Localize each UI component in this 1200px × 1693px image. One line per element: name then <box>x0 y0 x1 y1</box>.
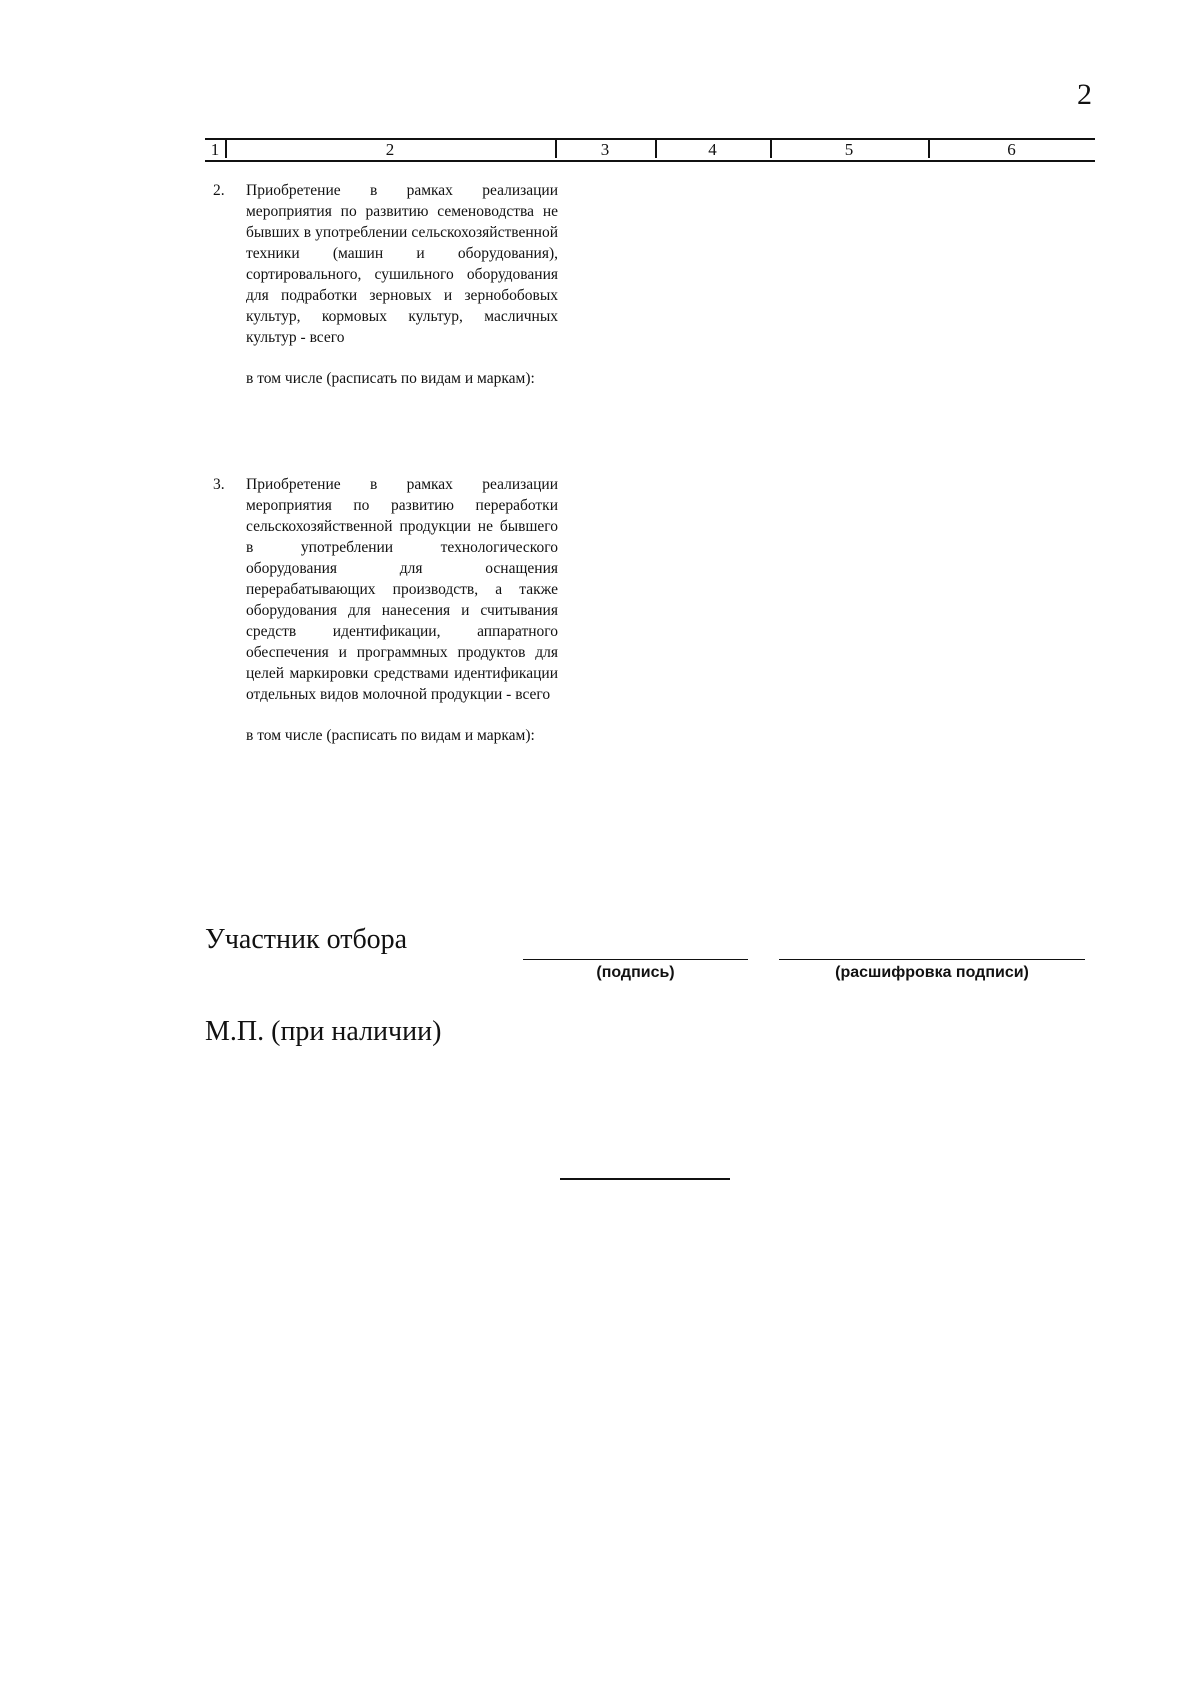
stamp-label: М.П. (при наличии) <box>205 1016 442 1047</box>
column-number-1: 1 <box>210 140 220 159</box>
signature-decoding-caption: (расшифровка подписи) <box>835 964 1029 981</box>
row-description <box>246 180 558 389</box>
row-number: 3. <box>213 476 225 493</box>
column-number-4: 4 <box>708 140 717 159</box>
column-number-2: 2 <box>385 140 395 159</box>
signature-block <box>205 924 1105 984</box>
row-subtext: в том числе (расписать по видам и маркам): <box>246 727 535 744</box>
row-text: Приобретение в рамках реализации мероприятия по развитию семеноводства не бывших в употреблении сельскохозяйственной техники (машин и оборудования), сортировального, сушильного оборудования для подработки зерновых и зернобобовых культур, кормовых культур, масличных культур - всего <box>246 182 558 346</box>
page-number: 2 <box>1077 78 1092 111</box>
row-subtext: в том числе (расписать по видам и маркам): <box>246 370 535 387</box>
row-description <box>246 474 558 746</box>
column-number-5: 5 <box>844 140 854 159</box>
end-rule <box>560 1178 730 1180</box>
column-number-6: 6 <box>1007 140 1016 159</box>
signature-decoding-line <box>779 959 1085 960</box>
table-column-header <box>205 138 1095 162</box>
header-bottom-rule <box>205 160 1095 162</box>
row-text: Приобретение в рамках реализации мероприятия по развитию переработки сельскохозяйственной продукции не бывшего в употреблении технологического оборудования для оснащения перерабатывающих производств, а также оборудования для нанесения и считывания средств идентификации, аппаратного обеспечения и программных продуктов для целей маркировки средствами идентификации отдельных видов молочной продукции - всего <box>246 476 558 703</box>
row-number: 2. <box>213 182 225 199</box>
column-number-3: 3 <box>600 140 610 159</box>
participant-label: Участник отбора <box>205 924 408 955</box>
signature-caption: (подпись) <box>596 964 675 981</box>
signature-line <box>523 959 748 960</box>
